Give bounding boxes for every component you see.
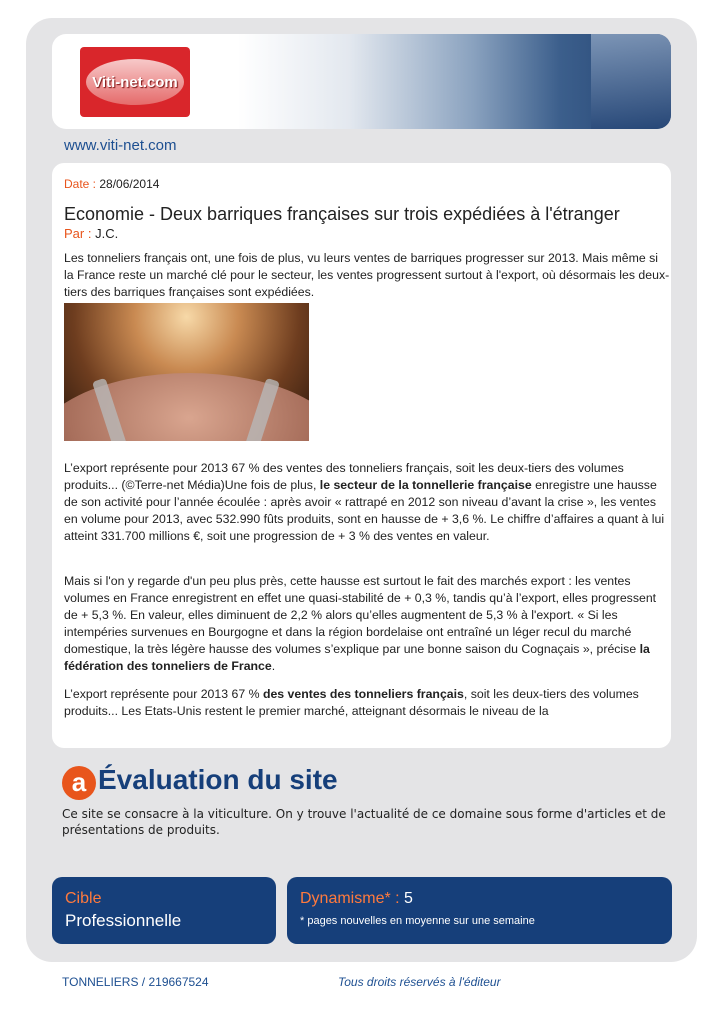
site-logo <box>80 47 190 117</box>
dynamisme-label-text: Dynamisme* : <box>300 890 400 907</box>
article-paragraph-3 <box>64 686 670 720</box>
p1-bold: le secteur de la tonnellerie française <box>319 478 532 492</box>
header-decoration <box>591 34 671 129</box>
cible-box <box>52 877 276 944</box>
article-title: Economie - Deux barriques françaises sur trois expédiées à l'étranger <box>64 204 620 224</box>
date-label: Date : <box>64 177 97 191</box>
cible-label: Cible <box>65 890 102 907</box>
evaluation-description: Ce site se consacre à la viticulture. On y trouve l'actualité de ce domaine sous forme d'articles et de présentations de produits. <box>62 807 666 837</box>
article-author <box>64 226 118 241</box>
p3-text-b: , soit les deux-tiers des volumes produits... Les Etats-Unis restent le premier marché, atteignant désormais le niveau de la <box>64 687 639 718</box>
article-paragraph-1 <box>64 460 670 545</box>
p2-text-b: . <box>271 659 276 673</box>
dynamisme-label <box>300 890 413 908</box>
article-paragraph-2 <box>64 573 670 675</box>
article-intro: Les tonneliers français ont, une fois de plus, vu leurs ventes de barriques progresser sur 2013. Mais même si la France reste un marché clé pour le secteur, les ventes progressent surtout à l'export, où désormais les deux-tiers des barriques françaises sont expédiées. <box>64 251 670 299</box>
dynamisme-value: 5 <box>404 890 413 907</box>
logo-badge <box>86 59 184 105</box>
barrel-cellar-photo <box>64 303 309 441</box>
article-date <box>64 177 159 191</box>
date-value: 28/06/2014 <box>99 177 160 191</box>
site-url-link[interactable]: www.viti-net.com <box>64 137 177 154</box>
evaluation-icon-letter: a <box>71 766 87 797</box>
footer-reference: TONNELIERS / 219667524 <box>62 975 209 989</box>
dynamisme-box <box>287 877 672 944</box>
p3-text-a: L’export représente pour 2013 67 % <box>64 687 263 701</box>
p3-bold: des ventes des tonneliers français <box>262 687 464 701</box>
p2-bold: la fédération des tonneliers de France <box>64 642 650 673</box>
footer-rights: Tous droits réservés à l'éditeur <box>338 975 501 989</box>
cible-value: Professionnelle <box>65 911 182 930</box>
evaluation-title: Évaluation du site <box>98 764 338 795</box>
evaluation-icon <box>62 766 96 800</box>
p1-text-a: L’export représente pour 2013 67 % des ventes des tonneliers français, soit les deux-tiers des volumes produits... (©Terre-net Média)Une fois de plus, <box>64 461 624 492</box>
author-label: Par : <box>64 226 92 241</box>
p2-text-a: Mais si l'on y regarde d'un peu plus près, cette hausse est surtout le fait des marchés export : les ventes volumes en France enregistrent en effet une quasi-stabilité de + 0,3 %, tandis qu’à l’export, elles progressent de + 5,3 %. En valeur, elles diminuent de 2,2 % alors qu’elles augmentent de 5,3 % à l'export. « Si les intempéries survenues en Bourgogne et dans la région bordelaise ont entraîné un léger recul du marché domestique, la très légère hausse des volumes s’explique par une bonne saison du Cognaçais », précise <box>64 574 657 656</box>
p1-text-b: enregistre une hausse de son activité pour l’année écoulée : après avoir « rattrapé en 2012 son niveau d’avant la crise », les ventes en volume pour 2013, avec 532.990 fûts produits, sont en hausse de + 3,6 %. Le chiffre d’affaires a quant à lui atteint 331.700 millions €, soit une progression de + 3 % des ventes en valeur. <box>64 478 665 543</box>
author-value: J.C. <box>95 226 119 241</box>
logo-text: Viti-net.com <box>92 73 178 91</box>
dynamisme-note: * pages nouvelles en moyenne sur une semaine <box>300 915 535 927</box>
